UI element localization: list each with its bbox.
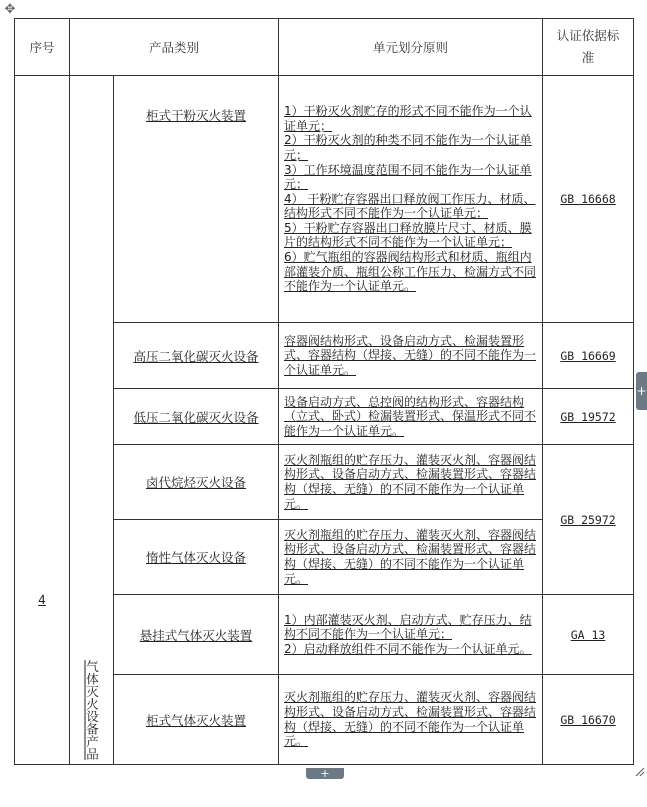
principle-cell — [279, 445, 543, 520]
group-index — [15, 76, 70, 765]
plus-icon: + — [320, 767, 330, 780]
standard-cell: GB 19572 — [543, 389, 634, 445]
category-cell: 惰性气体灭火设备 — [114, 520, 279, 595]
standard-cell: GA 13 — [543, 595, 634, 675]
category-cell: 柜式干粉灭火装置 — [114, 76, 279, 323]
principle-line: 2）干粉灭火剂的种类不同不能作为一个认证单元； — [284, 133, 532, 162]
category-cell: 高压二氧化碳灭火设备 — [114, 323, 279, 389]
principle-cell — [279, 675, 543, 765]
principle-line: 容器阀结构形式、设备启动方式、检漏装置形式、容器结构（焊接、无缝）的不同不能作为一个认证单元。 — [284, 333, 537, 377]
header-category: 产品类别 — [70, 19, 279, 76]
principle-cell — [279, 323, 543, 389]
table-move-handle-icon[interactable]: ✥ — [4, 2, 16, 17]
principle-line: 灭火剂瓶组的贮存压力、灌装灭火剂、容器阀结构形式、设备启动方式、检漏装置形式、容器结构（焊接、无缝）的不同不能作为一个认证单元。 — [284, 452, 537, 511]
header-standard-text: 认证依据标准 — [556, 28, 620, 65]
principle-cell — [279, 520, 543, 595]
principle-line: 设备启动方式、总控阀的结构形式、容器结构（立式、卧式）检漏装置形式、保温形式不同不能作为一个认证单元。 — [284, 394, 537, 438]
principle-line: 灭火剂瓶组的贮存压力、灌装灭火剂、容器阀结构形式、设备启动方式、检漏装置形式、容器结构（焊接、无缝）的不同不能作为一个认证单元。 — [284, 690, 537, 749]
category-cell: 悬挂式气体灭火装置 — [114, 595, 279, 675]
principle-line: 1）内部灌装灭火剂、启动方式、贮存压力、结构不同不能作为一个认证单元； — [284, 612, 532, 642]
header-index: 序号 — [15, 19, 70, 76]
category-cell: 卤代烷烃灭火设备 — [114, 445, 279, 520]
principle-cell — [279, 389, 543, 445]
add-row-button[interactable] — [306, 768, 344, 779]
plus-icon: + — [636, 384, 647, 398]
standard-cell: GB 16668 — [543, 76, 634, 323]
table-row — [15, 76, 634, 323]
category-cell: 柜式气体灭火装置 — [114, 675, 279, 765]
principle-line: 1）干粉灭火剂贮存的形式不同不能作为一个认证单元； — [284, 104, 532, 133]
standard-cell: GB 25972 — [543, 445, 634, 595]
group-label-cell — [70, 76, 114, 765]
principle-line: 4） 干粉贮存容器出口释放阀工作压力、材质、结构形式不同不能作为一个认证单元； — [284, 191, 536, 221]
principle-line: 灭火剂瓶组的贮存压力、灌装灭火剂、容器阀结构形式、设备启动方式、检漏装置形式、容器结构（焊接、无缝）的不同不能作为一个认证单元。 — [284, 527, 537, 586]
principle-line: 5）干粉贮存容器出口释放膜片尺寸、材质、膜片的结构形式不同不能作为一个认证单元； — [284, 220, 532, 250]
principle-line: 6）贮气瓶组的容器阀结构形式和材质、瓶组内部灌装介质、瓶组公称工作压力、检漏方式不同不能作为一个认证单元。 — [284, 250, 537, 294]
principle-cell — [279, 76, 543, 323]
principle-cell — [279, 595, 543, 675]
standard-cell: GB 16670 — [543, 675, 634, 765]
principle-line: 2）启动释放组件不同不能作为一个认证单元。 — [284, 641, 532, 656]
header-standard — [543, 19, 634, 76]
table-resize-handle-icon[interactable] — [635, 767, 645, 777]
header-row — [15, 19, 634, 76]
certification-table — [14, 18, 634, 765]
standard-cell: GB 16669 — [543, 323, 634, 389]
add-column-button[interactable] — [636, 372, 647, 410]
principle-line: 3）工作环境温度范围不同不能作为一个认证单元； — [284, 162, 532, 192]
group-index-text: 4 — [38, 593, 46, 607]
header-principle: 单元划分原则 — [279, 19, 543, 76]
group-vertical-label: 气体灭火设备产品 — [84, 660, 100, 760]
category-cell: 低压二氧化碳灭火设备 — [114, 389, 279, 445]
